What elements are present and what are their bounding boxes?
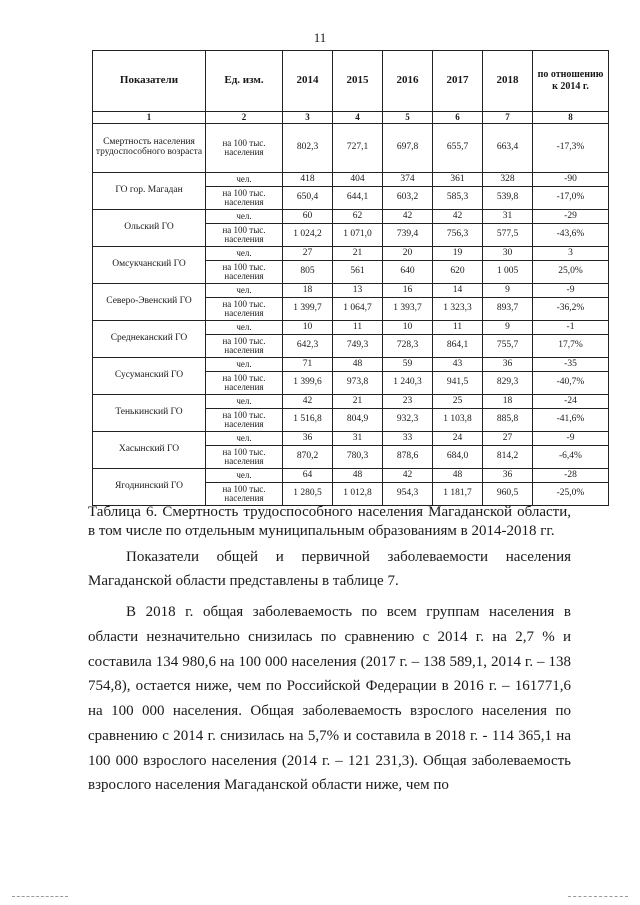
value-cell: -17,3% [533,124,609,173]
district-name: Среднеканский ГО [93,321,206,358]
page-number: 11 [313,30,327,45]
value-cell: 9 [483,321,533,335]
value-cell: 650,4 [283,187,333,210]
table-row [93,124,609,173]
value-cell: 42 [383,469,433,483]
value-cell: 561 [333,261,383,284]
table-row [93,469,609,483]
value-cell: 1 323,3 [433,298,483,321]
value-cell: 27 [483,432,533,446]
value-cell: 1 399,6 [283,372,333,395]
value-cell: 18 [283,284,333,298]
value-cell: 42 [433,210,483,224]
value-cell: 727,1 [333,124,383,173]
value-cell: 1 280,5 [283,483,333,506]
value-cell: 21 [333,395,383,409]
value-cell: 739,4 [383,224,433,247]
unit-cell: чел. [206,173,283,187]
column-number: 1 [93,112,206,124]
value-cell: 1 240,3 [383,372,433,395]
value-cell: 756,3 [433,224,483,247]
value-cell: 644,1 [333,187,383,210]
value-cell: 25,0% [533,261,609,284]
value-cell: 3 [533,247,609,261]
value-cell: 941,5 [433,372,483,395]
value-cell: 36 [283,432,333,446]
header-cell: по отношению к 2014 г. [533,51,609,112]
value-cell: 642,3 [283,335,333,358]
value-cell: 640 [383,261,433,284]
column-number-row [93,112,609,124]
district-name: Омсукчанский ГО [93,247,206,284]
value-cell: -43,6% [533,224,609,247]
value-cell: 1 005 [483,261,533,284]
value-cell: 954,3 [383,483,433,506]
column-number: 4 [333,112,383,124]
value-cell: 17,7% [533,335,609,358]
value-cell: 1 399,7 [283,298,333,321]
indicator-name: Смертность населения трудоспособного возраста [93,124,206,173]
table-row [93,247,609,261]
value-cell: 19 [433,247,483,261]
header-cell: 2016 [383,51,433,112]
unit-cell: на 100 тыс. населения [206,335,283,358]
unit-cell: на 100 тыс. населения [206,298,283,321]
value-cell: 870,2 [283,446,333,469]
unit-cell: на 100 тыс. населения [206,483,283,506]
value-cell: 27 [283,247,333,261]
unit-cell: на 100 тыс. населения [206,187,283,210]
value-cell: 42 [283,395,333,409]
paragraph: Показатели общей и первичной заболеваемости населения Магаданской области представлены в таблице 7. [88,548,571,590]
value-cell: 585,3 [433,187,483,210]
value-cell: 36 [483,358,533,372]
value-cell: 893,7 [483,298,533,321]
value-cell: 814,2 [483,446,533,469]
value-cell: 59 [383,358,433,372]
district-name: Тенькинский ГО [93,395,206,432]
value-cell: 48 [333,469,383,483]
value-cell: 539,8 [483,187,533,210]
value-cell: 25 [433,395,483,409]
district-name: Северо-Эвенский ГО [93,284,206,321]
value-cell: 960,5 [483,483,533,506]
table-row [93,432,609,446]
value-cell: 64 [283,469,333,483]
value-cell: -24 [533,395,609,409]
table-row [93,284,609,298]
unit-cell: на 100 тыс. населения [206,261,283,284]
value-cell: 23 [383,395,433,409]
header-cell: 2018 [483,51,533,112]
district-name: Ягоднинский ГО [93,469,206,506]
value-cell: 11 [333,321,383,335]
value-cell: -40,7% [533,372,609,395]
value-cell: 11 [433,321,483,335]
value-cell: 31 [333,432,383,446]
header-cell: Ед. изм. [206,51,283,112]
value-cell: 973,8 [333,372,383,395]
unit-cell: на 100 тыс. населения [206,372,283,395]
value-cell: 1 064,7 [333,298,383,321]
value-cell: 697,8 [383,124,433,173]
unit-cell: чел. [206,210,283,224]
value-cell: 603,2 [383,187,433,210]
value-cell: 864,1 [433,335,483,358]
district-name: Хасынский ГО [93,432,206,469]
value-cell: 21 [333,247,383,261]
value-cell: 805 [283,261,333,284]
column-number: 2 [206,112,283,124]
value-cell: 374 [383,173,433,187]
value-cell: 885,8 [483,409,533,432]
table-row [93,395,609,409]
value-cell: 755,7 [483,335,533,358]
value-cell: 71 [283,358,333,372]
table-caption: Таблица 6. Смертность трудоспособного населения Магаданской области, в том числе по отдельным муниципальным образованиям в 2014-2018 гг. [88,504,571,539]
value-cell: 684,0 [433,446,483,469]
value-cell: -35 [533,358,609,372]
district-name: Сусуманский ГО [93,358,206,395]
unit-cell: на 100 тыс. населения [206,224,283,247]
value-cell: 1 103,8 [433,409,483,432]
value-cell: 577,5 [483,224,533,247]
value-cell: -90 [533,173,609,187]
unit-cell: чел. [206,321,283,335]
value-cell: -9 [533,284,609,298]
value-cell: -28 [533,469,609,483]
column-number: 5 [383,112,433,124]
value-cell: 728,3 [383,335,433,358]
value-cell: 10 [383,321,433,335]
unit-cell: чел. [206,358,283,372]
district-name: Ольский ГО [93,210,206,247]
value-cell: 60 [283,210,333,224]
value-cell: 804,9 [333,409,383,432]
column-number: 8 [533,112,609,124]
value-cell: 802,3 [283,124,333,173]
scan-edge-mark [568,896,628,897]
value-cell: 932,3 [383,409,433,432]
value-cell: 43 [433,358,483,372]
unit-cell: чел. [206,395,283,409]
value-cell: 361 [433,173,483,187]
value-cell: 18 [483,395,533,409]
value-cell: 749,3 [333,335,383,358]
column-number: 7 [483,112,533,124]
value-cell: 418 [283,173,333,187]
value-cell: 1 516,8 [283,409,333,432]
value-cell: 655,7 [433,124,483,173]
value-cell: 48 [333,358,383,372]
table-header-row [93,51,609,112]
value-cell: 13 [333,284,383,298]
value-cell: 663,4 [483,124,533,173]
value-cell: -17,0% [533,187,609,210]
header-cell: 2015 [333,51,383,112]
header-cell: 2014 [283,51,333,112]
value-cell: 1 181,7 [433,483,483,506]
mortality-table [92,50,609,506]
unit-cell: чел. [206,247,283,261]
value-cell: 24 [433,432,483,446]
district-name: ГО гор. Магадан [93,173,206,210]
unit-cell: чел. [206,432,283,446]
unit-cell: на 100 тыс. населения [206,446,283,469]
value-cell: 1 071,0 [333,224,383,247]
unit-cell: на 100 тыс. населения [206,409,283,432]
table-row [93,358,609,372]
value-cell: -9 [533,432,609,446]
value-cell: 33 [383,432,433,446]
unit-cell: чел. [206,284,283,298]
paragraph: В 2018 г. общая заболеваемость по всем группам населения в области незначительно снизилась по сравнению с 2014 г. на 2,7 % и составила 134 980,6 на 100 000 населения (2017 г. – 138 589,1, 2014 г. – 138 754,8), остается ниже, чем по Российской Федерации в 2016 г. – 161771,6 на 100 000 населения. Общая заболеваемость взрослого населения по сравнению с 2014 г. снизилась на 5,7% и составила в 2018 г. - 114 365,1 на 100 000 взрослого населения (2014 г. – 121 231,3). Общая заболеваемость взрослого населения Магаданской области ниже, чем по [88,604,571,794]
scan-edge-mark [12,896,68,897]
value-cell: 620 [433,261,483,284]
value-cell: 48 [433,469,483,483]
value-cell: 878,6 [383,446,433,469]
value-cell: 328 [483,173,533,187]
column-number: 6 [433,112,483,124]
header-cell: 2017 [433,51,483,112]
value-cell: -1 [533,321,609,335]
value-cell: 1 024,2 [283,224,333,247]
unit-cell: на 100 тыс. населения [206,124,283,173]
value-cell: 14 [433,284,483,298]
value-cell: -25,0% [533,483,609,506]
header-cell: Показатели [93,51,206,112]
value-cell: -36,2% [533,298,609,321]
value-cell: 16 [383,284,433,298]
value-cell: 30 [483,247,533,261]
value-cell: 31 [483,210,533,224]
value-cell: -29 [533,210,609,224]
value-cell: 1 393,7 [383,298,433,321]
value-cell: 829,3 [483,372,533,395]
table-row [93,173,609,187]
value-cell: 42 [383,210,433,224]
value-cell: 1 012,8 [333,483,383,506]
value-cell: 780,3 [333,446,383,469]
value-cell: 62 [333,210,383,224]
value-cell: 10 [283,321,333,335]
column-number: 3 [283,112,333,124]
value-cell: -41,6% [533,409,609,432]
value-cell: -6,4% [533,446,609,469]
body-text [88,503,571,798]
unit-cell: чел. [206,469,283,483]
value-cell: 20 [383,247,433,261]
value-cell: 9 [483,284,533,298]
table-row [93,321,609,335]
table-row [93,210,609,224]
value-cell: 404 [333,173,383,187]
value-cell: 36 [483,469,533,483]
